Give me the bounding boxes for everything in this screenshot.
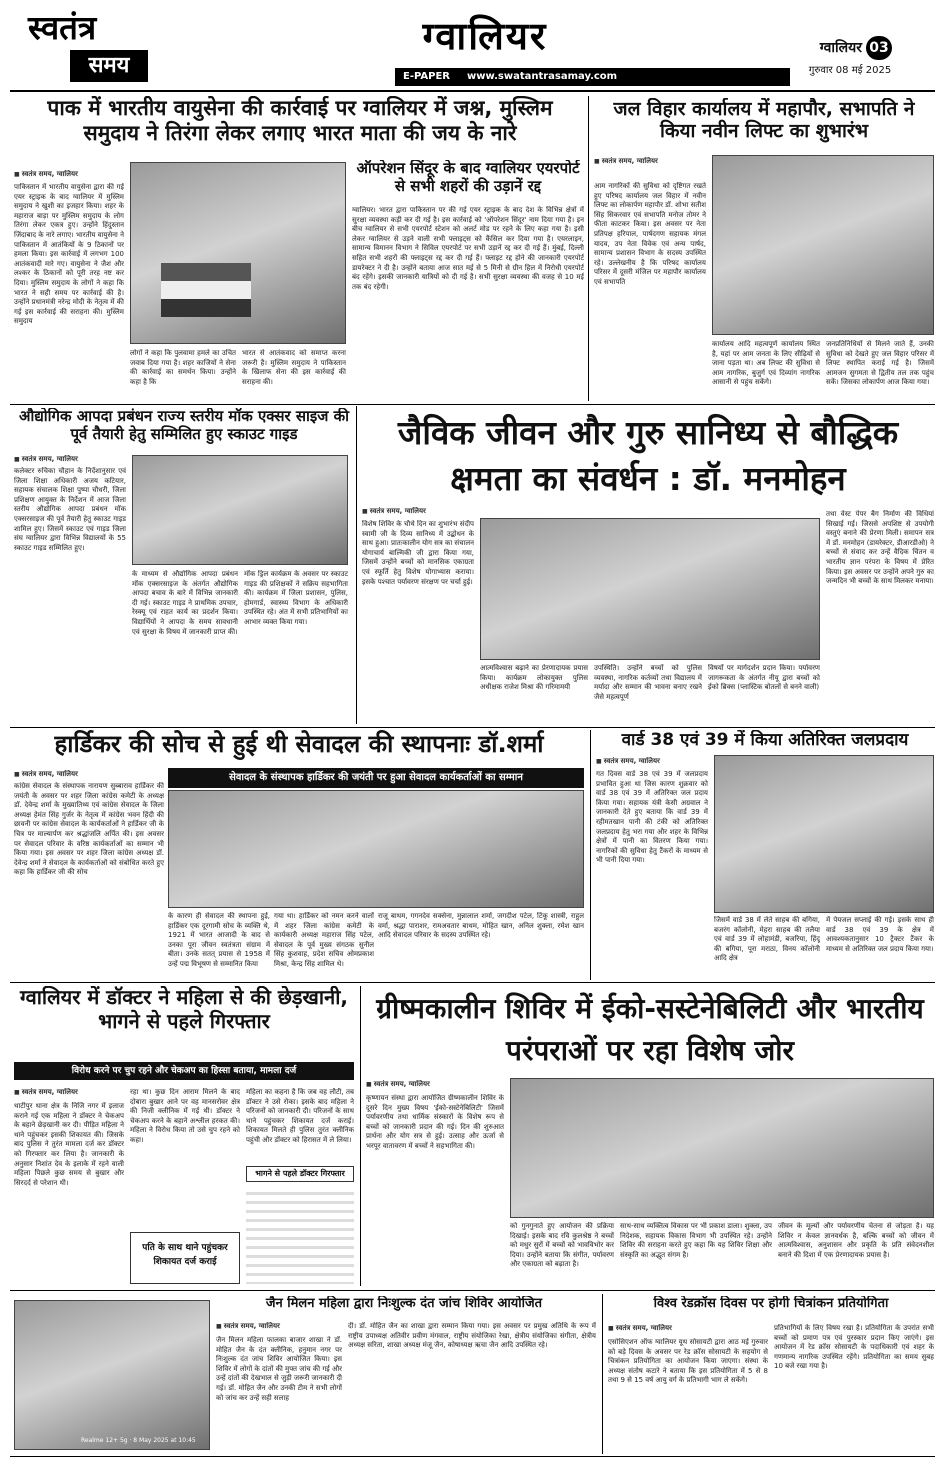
story8-headline: ग्वालियर में डॉक्टर ने महिला से की छेड़खानी, भागने से पहले गिरफ्तार — [20, 986, 348, 1033]
story6-byline: ■ स्वतंत्र समय, ग्वालियर — [14, 770, 160, 779]
story5-headline: जैविक जीवन और गुरु सानिध्य से बौद्धिक क्षमता का संवर्धन : डॉ. मनमोहन — [397, 413, 899, 498]
story5-col3: उपस्थिति। उन्होंने बच्चों को पुलिस व्यवस्था, नागरिक कर्तव्यों तथा विद्यालय में मर्यादा और सम्मान की भावना बनाए रखने जैसे महत्वपूर्ण — [594, 664, 702, 701]
story5-photo — [480, 518, 820, 660]
story8-col2: रहा था। कुछ दिन आराम मिलने के बाद दोबारा बुखार आने पर वह मानसरोवर क्षेत्र की निजी क्लीनिक में गई थी। डॉक्टर ने चेकअप करने के बहाने अश्लील हरकत की। महिला ने विरोध किया तो उसे चुप रहने को कहा। — [130, 1088, 240, 1144]
story5-col5: तथा वेस्ट पेपर बैग निर्माण की विधियां सिखाई गई। जिससे अपशिष्ट से उपयोगी वस्तुएं बनाने की प्रेरणा मिली। समापन सत्र में डॉ. मनमोहन (डायरेक्टर, डीआरडीओ) ने बच्चों से संवाद कर उन्हें वैदिक चिंतन व भारतीय ज्ञान परंपरा के विषय में प्रेरित किया। इस अवसर पर उन्होंने अपने गुरु का जन्मदिन भी बच्चों के साथ मिलकर मनाया। — [826, 510, 934, 586]
tricolor-flag-shape-bottom — [161, 299, 251, 317]
story10-byline: ■ स्वतंत्र समय, ग्वालियर — [216, 1322, 342, 1331]
story4-photo — [132, 455, 348, 565]
tricolor-flag-shape — [161, 263, 251, 281]
tricolor-flag-shape-middle — [161, 281, 251, 299]
story8-byline: ■ स्वतंत्र समय, ग्वालियर — [14, 1088, 124, 1097]
column-divider — [360, 986, 361, 1286]
story9-col2: को गुनगुनाते हुए आयोजन की प्रक्रिया दिखाई। इसके बाद रवि कुलश्रेष्ठ ने बच्चों को मधुर सुरों में बच्चों को भावविभोर कर दिया। उन्होंने बताया कि संगीत, पर्यावरण और एकाग्रता को बढ़ाता है। — [510, 1222, 614, 1269]
section-rule — [10, 404, 935, 405]
masthead — [0, 0, 945, 92]
edition-title: ग्वालियर — [422, 14, 548, 58]
column-divider — [590, 730, 591, 980]
story8-col1: थाटीपुर थाना क्षेत्र के निजि नगर में इलाज कराने गई एक महिला ने डॉक्टर ने चेकअप के बहाने छेड़खानी कर दी। पीड़ित महिला ने थाने पहुंचकर इसकी शिकायत की। जिसके बाद पुलिस ने तुरंत मामला दर्ज कर डॉक्टर को गिरफ्तार कर लिया है। जानकारी के अनुसार निशांत देव के इलाके में रहने वाली महिला पिछले कुछ समय से बुखार और सिरदर्द से परेशान थी। — [14, 1102, 124, 1187]
column-divider — [356, 406, 357, 724]
section-rule — [10, 1290, 935, 1291]
story3-col3: जनप्रतिनिधियों से मिलने जाते हैं, उनकी सुविधा को देखते हुए जल विहार परिसर में लिफ्ट स्थापित कराई गई है। जिसमें आमजन सुगमता से द्वितीय तल तक पहुंच सकें। जिसका लोकार्पण आज किया गया। — [826, 340, 934, 387]
story9-byline: ■ स्वतंत्र समय, ग्वालियर — [366, 1080, 504, 1089]
story5-col4: विषयों पर मार्गदर्शन प्रदान किया। पर्यावरण जागरूकता के अंतर्गत नीयू द्वारा बच्चों को ईको ब्रिक्स (प्लास्टिक बोतलों से बनने वाली) — [708, 664, 820, 692]
story7-col1: गत दिवस वार्ड 38 एवं 39 में जलप्रदाय प्रभावित हुआ था जिस कारण शुक्रवार को वार्ड 38 एवं 39 में अतिरिक्त जल प्रदाय किया गया। सहायक यंत्री केसी अग्रवाल ने जानकारी देते हुए बताया कि वार्ड 39 में रहीमतखान पानी की टंकी को अतिरिक्त जलप्रदाय हेतु भरा गया और शहर के विभिन्न क्षेत्रों में पानी का वितरण किया गया। नागरिकों की सुविधा हेतु टैंकरों के माध्यम से भी पानी दिया गया। — [596, 770, 708, 865]
story3-photo — [712, 155, 934, 335]
page-bottom-rule — [10, 1456, 935, 1457]
story6-col2: के कारण ही सेवादल की स्थापना हुई, हार्डिकर एक दूरगामी सोच के व्यक्ति थे, 1921 में भारत आजादी के बाद से उनका पूरा जीवन स्वतंत्रता संग्राम में बीता। उनके सतत् प्रयास से 1958 में उन्हें पद्म विभूषण से सम्मानित किया — [168, 912, 270, 968]
story3-col2: कार्यालय आदि महत्वपूर्ण कार्यालय स्थित है, यहां पर आम जनता के लिए सीढ़ियों से जाना पड़ता था। अब लिफ्ट की सुविधा से आम नागरिक, बुजुर्ग एवं दिव्यांग नागरिक आसानी से पहुंच सकेंगे। — [712, 340, 820, 387]
story10-headline: जैन मिलन महिला द्वारा निःशुल्क दंत जांच शिविर आयोजित — [265, 1296, 543, 1311]
section-rule — [10, 982, 935, 983]
story3-byline: ■ स्वतंत्र समय, ग्वालियर — [594, 157, 704, 166]
story9-col1: कृष्णायन संस्था द्वारा आयोजित ग्रीष्मकालीन शिविर के दूसरे दिन मुख्य विषय 'ईको-सस्टेनेबिलिटी' जिसमें पर्यावरणीय तथा धार्मिक संस्कारों के विशेष रूप से बच्चों को जानकारी प्रदान की गई। दिन की शुरुआत प्रार्थना और योग सत्र से हुई। उत्साह और ऊर्जा से भरपूर वातावरण में बच्चों ने सहभागिता की। — [366, 1094, 504, 1150]
story1-col1: पाकिस्तान में भारतीय वायुसेना द्वारा की गई एयर स्ट्राइक के बाद ग्वालियर में मुस्लिम समुदाय ने खुशी का इजहार किया। शहर के महाराज बाड़ा पर मुस्लिम समुदाय के लोग तिरंगा लेकर एकत्र हुए। उन्होंने हिंदुस्तान जिंदाबाद के नारे लगाए। भारतीय वायुसेना ने पाकिस्तान में आतंकियों के 9 ठिकानों पर हमला किया। इस कार्रवाई में लगभग 100 आतंकवादी मारे गए। वायुसेना ने जैश और लश्कर के ठिकानों को पूरी तरह नष्ट कर दिया। मुस्लिम समुदाय के लोगों ने कहा कि भारत ने सही समय पर कार्रवाई की है। उन्होंने प्रधानमंत्री नरेन्द्र मोदी के नेतृत्व में की गई इस कार्रवाई की सराहना की। मुस्लिम समुदाय — [14, 183, 124, 326]
story11-byline: ■ स्वतंत्र समय, ग्वालियर — [608, 1324, 828, 1333]
story7-col3: में पेयजल सप्लाई की गई। इसके साथ ही वार्ड 38 एवं 39 के क्षेत्र में आवश्यकतानुसार 10 ट्रैक्टर टैंकर के माध्यम से अतिरिक्त जल प्रदाय किया गया। — [826, 916, 934, 953]
logo-line2: समय — [70, 50, 148, 82]
story6-headline: हार्डिकर की सोच से हुई थी सेवादल की स्थापनाः डॉ.शर्मा — [54, 730, 544, 758]
story9-headline: ग्रीष्मकालीन शिविर में ईको-सस्टेनेबिलिटी और भारतीय परंपराओं पर रहा विशेष जोर — [376, 992, 924, 1067]
story4-col3: मॉक ड्रिल कार्यक्रम के अवसर पर स्काउट गाइड की प्रशिक्षकों ने सक्रिय सहभागिता की। कार्यक्रम में जिला प्रशासन, पुलिस, होमगार्ड, स्वास्थ्य विभाग के अधिकारी उपस्थित रहे। अंत में सभी प्रतिभागियों का आभार व्यक्त किया गया। — [244, 570, 348, 626]
story7-photo — [714, 755, 934, 913]
issue-date: गुरुवार 08 मई 2025 — [808, 65, 892, 76]
story6-col1: कांग्रेस सेवादल के संस्थापक नारायण सुब्बाराव हार्डिकर की जयंती के अवसर पर शहर जिला कांग्रेस कमेटी के अध्यक्ष डॉ. देवेन्द्र शर्मा के मुख्यातिथ्य एवं कांग्रेस सेवादल के जिला अध्यक्ष हेमंत सिंह गुर्जर के नेतृत्व में कांग्रेस भवन हिंदी की छावनी पर कांग्रेस सेवादल के कार्यकर्ताओं ने हार्डिकर जी के चित्र पर माल्यार्पण कर श्रद्धांजलि अर्पित की। इस अवसर पर सेवादल परिवार के वरिष्ठ कार्यकर्ताओं का सम्मान भी किया गया। इस अवसर पर शहर जिला कांग्रेस अध्यक्ष डॉ. देवेन्द्र शर्मा ने सेवादल के कार्यकर्ताओं को संबोधित करते हुए कहा कि हार्डिकर जी की सोच — [14, 782, 164, 877]
story9-col3: साथ-साथ व्यक्तित्व विकास पर भी प्रकाश डाला। शुक्ला, उप निदेशक, सहायक विकास विभाग भी उपस्थित रहे। उन्होंने शिविर की सराहना करते हुए कहा कि यह शिविर शिक्षा और संस्कृति का अद्भुत संगम है। — [620, 1222, 772, 1259]
story11-col2: प्रतिभागियों के लिए विषय रखा है। प्रतियोगिता के उपरांत सभी बच्चों को प्रमाण पत्र एवं पुरस्कार प्रदान किए जाएंगे। इस आयोजन में रेड क्रॉस सोसायटी के पदाधिकारी एवं शहर के गणमान्य नागरिक उपस्थित रहेंगे। प्रतियोगिता का समय सुबह 10 बजे रखा गया है। — [774, 1324, 934, 1371]
story3-col1: आम नागरिकों की सुविधा को दृष्टिगत रखते हुए परिषद कार्यालय जल विहार में नवीन लिफ्ट का लोकार्पण महापौर डॉ. शोभा सतीश सिंह सिकरवार एवं सभापति मनोज तोमर ने फीता काटकर किया। इस अवसर पर नेता प्रतिपक्ष हरिपाल, पार्षदगण सहायक मंगल यादव, उप नेता विवेक एवं अन्य पार्षद, सामान्य प्रशासन विभाग के सदस्य उपस्थित रहे। उल्लेखनीय है कि परिषद कार्यालय परिसर में दूसरी मंजिल पर महापौर कार्यालय एवं सभापति — [594, 182, 706, 286]
story1-col3: भारत से आतंकवाद को समाप्त करना जरूरी है। मुस्लिम समुदाय ने पाकिस्तान के खिलाफ सेना की इस कार्रवाई की सराहना की। — [242, 349, 346, 386]
story4-col1: कलेक्टर रुचिका चौहान के निर्देशानुसार एवं जिला शिक्षा अधिकारी अजय कटियार, सहायक संचालक शिक्षा पुष्पा चौधरी, जिला प्रशिक्षण आयुक्त के निर्देशन में आज जिला स्तरीय औद्योगिक आपदा प्रबंधन मॉक एक्सरसाइज की पूर्व तैयारी हेतु स्काउट गाइड शामिल हुए। जिसमें स्काउट एवं गाइड जिला संघ ग्वालियर द्वारा विभिन्न विद्यालयों के 55 स्काउट गाइड सम्मिलित हुए। — [14, 467, 126, 552]
story2-headline: ऑपरेशन सिंदूर के बाद ग्वालियर एयरपोर्ट से सभी शहरों की उड़ानें रद्द — [356, 160, 580, 195]
story1-byline: ■ स्वतंत्र समय, ग्वालियर — [14, 170, 124, 179]
story7-byline: ■ स्वतंत्र समय, ग्वालियर — [596, 757, 708, 766]
page-city: ग्वालियर — [819, 40, 862, 56]
story9-col4: जीवन के मूल्यों और पर्यावरणीय चेतना से जोड़ता है। यह शिविर न केवल ज्ञानवर्धक है, बल्कि बच्चों को जीवन में आत्मविश्वास, अनुशासन और प्रकृति के प्रति संवेदनशील बनाने की दिशा में एक प्रेरणादायक प्रयास है। — [778, 1222, 934, 1259]
story10-photo — [14, 1300, 210, 1450]
masthead-rule — [10, 90, 935, 92]
story4-headline: औद्योगिक आपदा प्रबंधन राज्य स्तरीय मॉक एक्सर साइज की पूर्व तैयारी हेतु सम्मिलित हुए स्काउट गाइड — [18, 408, 350, 443]
story6-photo — [168, 790, 584, 908]
story2-body: ग्वालियर। भारत द्वारा पाकिस्तान पर की गई एयर स्ट्राइक के बाद देश के विभिन्न क्षेत्रों में सुरक्षा व्यवस्था कड़ी कर दी गई है। इस कार्रवाई को 'ऑपरेशन सिंदूर' नाम दिया गया है। इन बीच ग्वालियर से सभी एयरपोर्ट स्टेशन को अलर्ट मोड पर रहने के लिए कहा गया है। इसी लेकर ग्वालियर से उड़ने वाली सभी फ्लाइट्स को कैंसिल कर दिया गया है। एयरलाइन, सामान्य विमानन विभाग ने सिविल एयरपोर्ट पर सभी उड़ानें रद्द कर दी गई हैं। मुंबई, दिल्ली सहित सभी शहरों की फ्लाइट्स रद्द कर दी गई हैं। फ्लाइट रद्द होने की जानकारी एयरपोर्ट डायरेक्टर ने दी है। उन्होंने बताया आज सात मई से 5 मिनी से ग्रीन हिल में निरोधी एयरपोर्ट बंद रहेंगे। इसकी जानकारी यात्रियों को दी गई है। सभी सुरक्षा व्यवस्था की वजह से 10 मई तक बंद रहेगी। — [352, 206, 584, 291]
story5-byline: ■ स्वतंत्र समय, ग्वालियर — [362, 507, 474, 516]
story7-col2: जिसमें वार्ड 38 में लेते साहब की बगिया, बजरंग कॉलोनी, मेहरा साहब की तलैया एवं वार्ड 39 में लोहामंडी, बजरिया, हिंदू की बगिया, पूरा मराठा, विनय कॉलोनी आदि क्षेत्र — [714, 916, 820, 963]
story1-col2: लोगों ने कहा कि पुलवामा हमले का उचित जवाब दिया गया है। शहर काजियों ने सेना की कार्रवाई का समर्थन किया। उन्होंने कहा है कि — [130, 349, 236, 386]
story10-col2: दी। डॉ. मोहित जैन का शाखा द्वारा सम्मान किया गया। इस अवसर पर प्रमुख अतिथि के रूप में राष्ट्रीय उपाध्यक्ष अतिवीर प्रवीण मंगवाल, राष्ट्रीय संयोजिका रेखा, क्षेत्रीय संयोजिका संगीता, क्षेत्रीय अध्यक्ष सरिता, शाखा अध्यक्ष मंजू जैन, कोषाध्यक्ष ऋचा जैन आदि उपस्थित रहे। — [348, 1322, 596, 1350]
site-url[interactable]: www.swatantrasamay.com — [467, 71, 618, 82]
photo-caption: Realme 12+ 5g · 8 May 2025 at 10:45 — [81, 1437, 196, 1444]
story8-sub-banner: भागने से पहले डॉक्टर गिरफ्तार — [246, 1166, 354, 1182]
story8-box: पति के साथ थाने पहुंचकर शिकायत दर्ज कराई — [130, 1232, 240, 1284]
column-divider — [602, 1294, 603, 1454]
story8-col3: महिला का कहना है कि जब वह लौटी, तब डॉक्टर ने उसे रोका। इसके बाद महिला ने परिजनों को जानकारी दी। परिजनों के साथ थाने पहुंचकर शिकायत दर्ज कराई। शिकायत मिलते ही पुलिस तुरंत क्लीनिक पहुंची और डॉक्टर को हिरासत में ले लिया। — [246, 1088, 354, 1144]
story10-col1: जैन मिलन महिला फालका बाजार शाखा ने डॉ. मोहित जैन के दंत क्लीनिक, हनुमान नगर पर निःशुल्क दंत जांच शिविर आयोजित किया। इस शिविर में लोगों के दांतों की मुफ्त जांच की गई और उन्हें दांतों की देखभाल से जुड़ी जरूरी जानकारी दी गई। डॉ. मोहित जैन और उनकी टीम ने सभी लोगों को जांच कर उन्हें सही सलाह — [216, 1336, 342, 1402]
story9-photo — [510, 1078, 934, 1218]
story5-col2: आत्मविश्वास बढ़ाने का प्रेरणादायक प्रयास किया। कार्यक्रम लोकायुक्त पुलिस अधीक्षक राजेश मिश्रा की गरिमामयी — [480, 664, 588, 692]
page-number: 03 — [866, 36, 892, 60]
story1-headline: पाक में भारतीय वायुसेना की कार्रवाई पर ग्वालियर में जश्न, मुस्लिम समुदाय ने तिरंगा लेकर लगाए भारत माता की जय के नारे — [47, 96, 553, 145]
story3-headline: जल विहार कार्यालय में महापौर, सभापति ने किया नवीन लिफ्ट का शुभारंभ — [613, 98, 915, 143]
section-rule — [10, 727, 935, 728]
story8-banner: विरोध करने पर चुप रहने और चेकअप का हिस्सा बताया, मामला दर्ज — [14, 1062, 354, 1080]
story11-headline: विश्व रेडक्रॉस दिवस पर होगी चित्रांकन प्रतियोगिता — [653, 1296, 889, 1311]
logo — [28, 6, 148, 86]
column-divider — [588, 96, 589, 401]
story4-byline: ■ स्वतंत्र समय, ग्वालियर — [14, 455, 124, 464]
epaper-label: E-PAPER — [403, 71, 450, 82]
story8-col3-cont — [246, 1186, 354, 1284]
story6-col3: गया था। हार्डिकर को नमन करने वालों में शहर जिला कांग्रेस कमेटी के कार्यकारी अध्यक्ष महाराज सिंह पटेल, सेवादल के पूर्व मुख्य संगठक सुनील सिंह कुशवाह, प्रदेश सचिव ओमप्रकाश मिश्रा, केन्द्र सिंह शामिल थे। — [274, 912, 374, 968]
logo-line1: स्वतंत्र — [28, 8, 97, 47]
story7-headline: वार्ड 38 एवं 39 में किया अतिरिक्त जलप्रदाय — [621, 730, 909, 750]
epaper-bar — [395, 68, 790, 86]
story6-banner: सेवादल के संस्थापक हार्डिकर की जयंती पर हुआ सेवादल कार्यकर्ताओं का सम्मान — [168, 768, 584, 788]
story1-photo — [130, 162, 346, 344]
story5-col1: विशेष शिविर के चौथे दिन का शुभारंभ संदीप स्वामी जी के दिव्य सानिध्य में उद्बोधन के साथ हुआ। प्रातःकालीन योग सत्र का संचालन योगाचार्य बाल्मिकी जी द्वारा किया गया, जिसमें उन्होंने बच्चों को मानसिक एकाग्रता एवं स्फूर्ति हेतु विशेष योगाभ्यास कराया। इसके पश्चात पर्यावरण संरक्षण पर चर्चा हुई। — [362, 520, 474, 586]
story6-col4: राजू बाथम, गगनदेव सक्सेना, मुन्नालाल शर्मा, जगदीश पटेल, टिंकू शास्त्री, राहुल वर्मा, श्रद्धा पाराशर, रामअवतार बाथम, मोहित खान, अनिल शुक्ला, रमेश खान आदि सेवादल परिवार के सदस्य उपस्थित रहे। — [378, 912, 584, 940]
story11-col1: एसोसिएशन ऑफ ग्वालियर यूथ सोसायटी द्वारा आठ मई गुरुवार को बड़े दिवस के अवसर पर रेड क्रॉस सोसायटी के सहयोग से चित्रांकन प्रतियोगिता का आयोजन किया जाएगा। संस्था के अध्यक्ष संतोष कटारे ने बताया कि इस प्रतियोगिता में 5 से 8 तथा 9 से 15 वर्ष आयु वर्ग के प्रतिभागी भाग ले सकेंगे। — [608, 1338, 768, 1385]
story4-col2: के माध्यम से औद्योगिक आपदा प्रबंधन मॉक एक्सरसाइज के अंतर्गत औद्योगिक आपदा बचाव के बारे में विभिन्न जानकारी दी गई। स्काउट गाइड ने प्राथमिक उपचार, रेस्क्यू एवं राहत कार्य का प्रदर्शन किया। विद्यार्थियों ने आपदा के समय सावधानी एवं सुरक्षा के विषय में जानकारी प्राप्त की। — [132, 570, 238, 636]
